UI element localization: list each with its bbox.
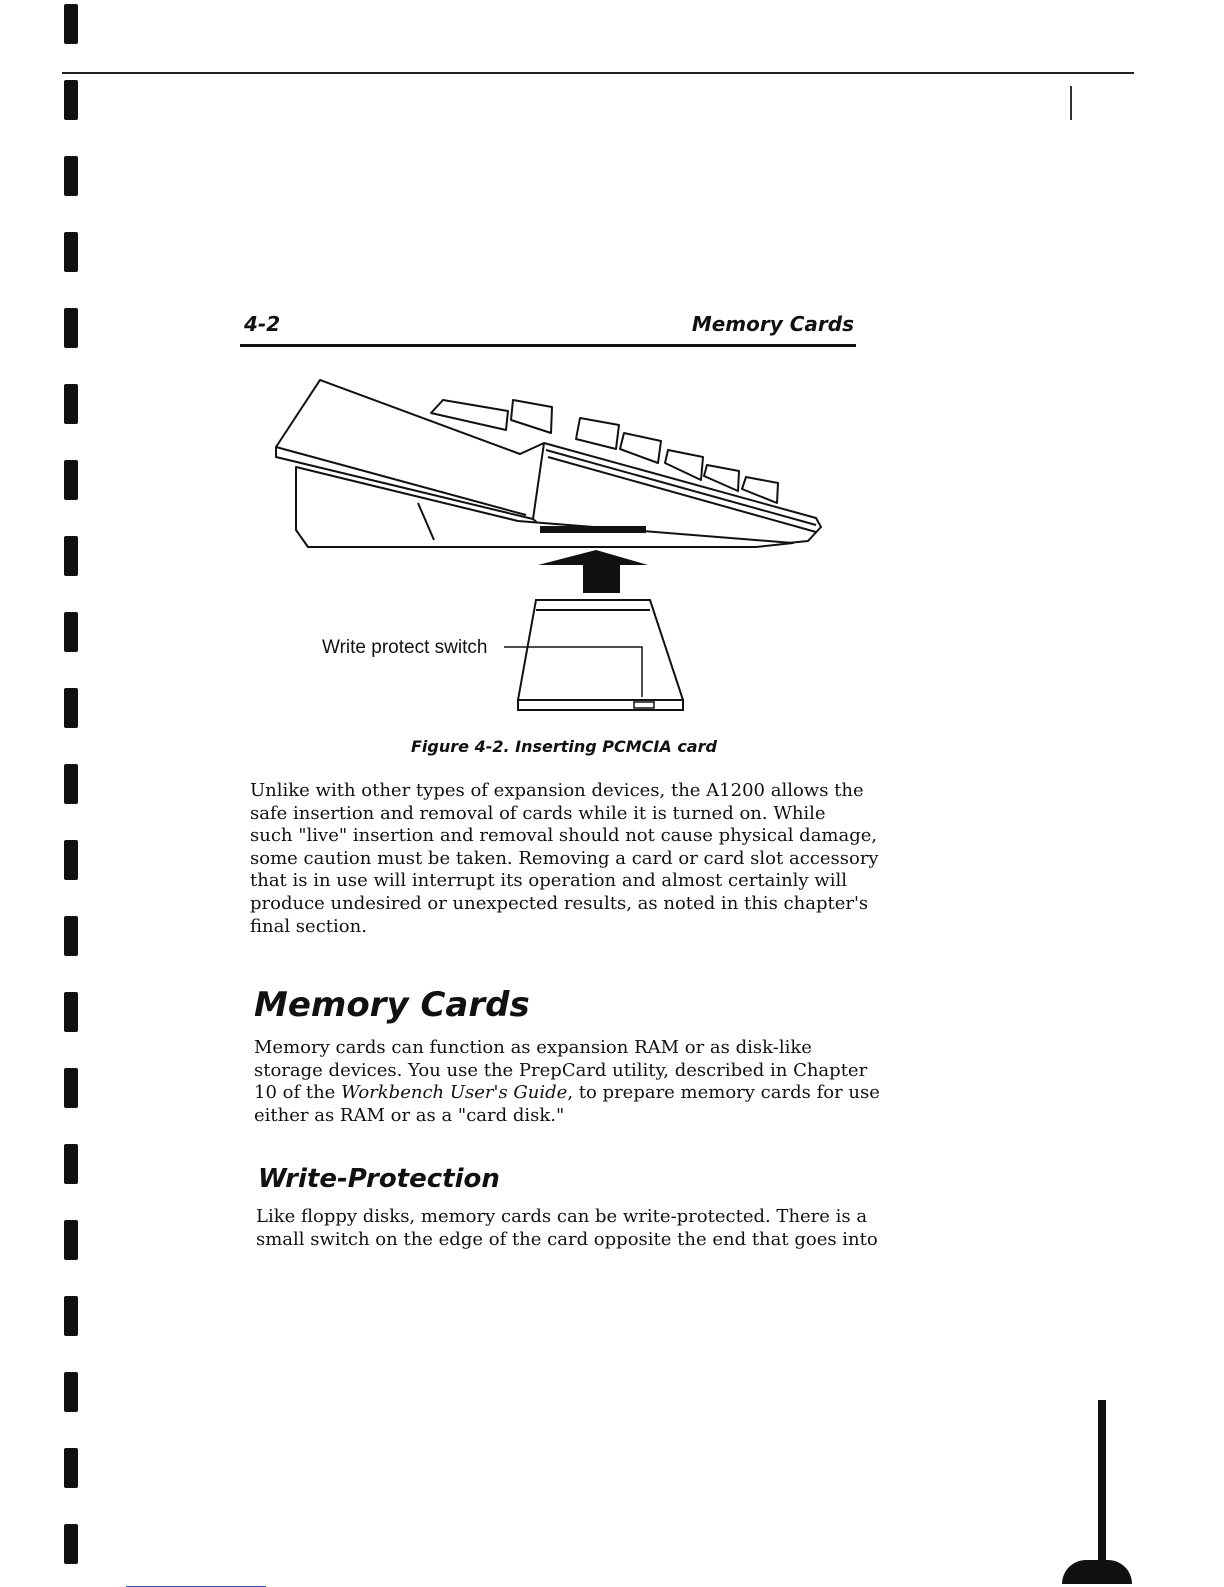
binding-mark	[64, 1296, 78, 1336]
text-fragment: , to prepare memory cards for use	[567, 1082, 880, 1104]
binding-mark	[64, 1448, 78, 1488]
text-fragment: 10 of the	[254, 1082, 342, 1104]
binding-mark	[64, 1220, 78, 1260]
subsection-heading-write-protection: Write-Protection	[258, 1164, 500, 1194]
binding-mark	[64, 992, 78, 1032]
insertion-arrow-icon	[538, 550, 648, 593]
binding-mark	[64, 1372, 78, 1412]
text-line: that is in use will interrupt its operation and almost certainly will	[250, 870, 847, 892]
binding-mark	[64, 156, 78, 196]
binding-mark	[64, 1524, 78, 1564]
text-line: small switch on the edge of the card opposite the end that goes into	[256, 1228, 878, 1250]
card-slot	[540, 526, 646, 533]
binding-mark	[64, 384, 78, 424]
running-head	[240, 310, 856, 347]
binding-mark	[64, 916, 78, 956]
text-line: safe insertion and removal of cards while it is turned on. While	[250, 802, 826, 824]
binding-mark	[64, 612, 78, 652]
text-line: Like floppy disks, memory cards can be write-protected. There is a	[256, 1206, 868, 1227]
binding-mark	[64, 536, 78, 576]
text-line: some caution must be taken. Removing a card or card slot accessory	[250, 847, 879, 869]
binding-mark	[64, 764, 78, 804]
keycap	[704, 465, 739, 491]
binding-mark	[64, 4, 78, 44]
text-line: such "live" insertion and removal should not cause physical damage,	[250, 825, 878, 847]
scan-top-rule	[62, 72, 1134, 74]
pcmcia-card	[518, 600, 683, 700]
text-line: storage devices. You use the PrepCard utility, described in Chapter	[254, 1059, 868, 1081]
text-line: either as RAM or as a "card disk."	[254, 1104, 565, 1126]
a1200-illustration	[268, 375, 828, 720]
binding-mark	[64, 840, 78, 880]
scan-right-tick	[1070, 86, 1072, 120]
intro-paragraph	[250, 780, 879, 938]
section-heading-memory-cards: Memory Cards	[254, 985, 530, 1025]
binding-mark	[64, 80, 78, 120]
scan-bottom-spike	[1098, 1400, 1106, 1584]
write-protect-switch	[634, 702, 654, 708]
keycap	[620, 433, 661, 463]
binding-mark	[64, 308, 78, 348]
memory-cards-paragraph	[254, 1037, 880, 1127]
binding-mark	[64, 460, 78, 500]
text-line: final section.	[250, 915, 367, 937]
text-line: produce undesired or unexpected results, as noted in this chapter's	[250, 892, 869, 914]
text-line: Unlike with other types of expansion devices, the A1200 allows the	[250, 780, 864, 801]
chapter-title: Memory Cards	[691, 312, 854, 336]
text-line: Memory cards can function as expansion RAM or as disk-like	[254, 1037, 812, 1058]
text-line	[254, 1082, 880, 1105]
keycap	[511, 400, 552, 433]
binding-mark	[64, 688, 78, 728]
keycap	[665, 450, 703, 480]
book-title: Workbench User's Guide	[341, 1082, 568, 1104]
binding-mark	[64, 1068, 78, 1108]
write-protection-paragraph	[256, 1206, 876, 1251]
figure-pcmcia-insertion	[268, 375, 828, 720]
figure-caption: Figure 4-2. Inserting PCMCIA card	[411, 737, 717, 756]
scan-bottom-flare	[1062, 1560, 1132, 1584]
callout-label: Write protect switch	[322, 637, 488, 658]
page-number: 4-2	[244, 312, 281, 336]
binding-mark	[64, 1144, 78, 1184]
keycap	[576, 418, 619, 449]
binding-mark	[64, 232, 78, 272]
